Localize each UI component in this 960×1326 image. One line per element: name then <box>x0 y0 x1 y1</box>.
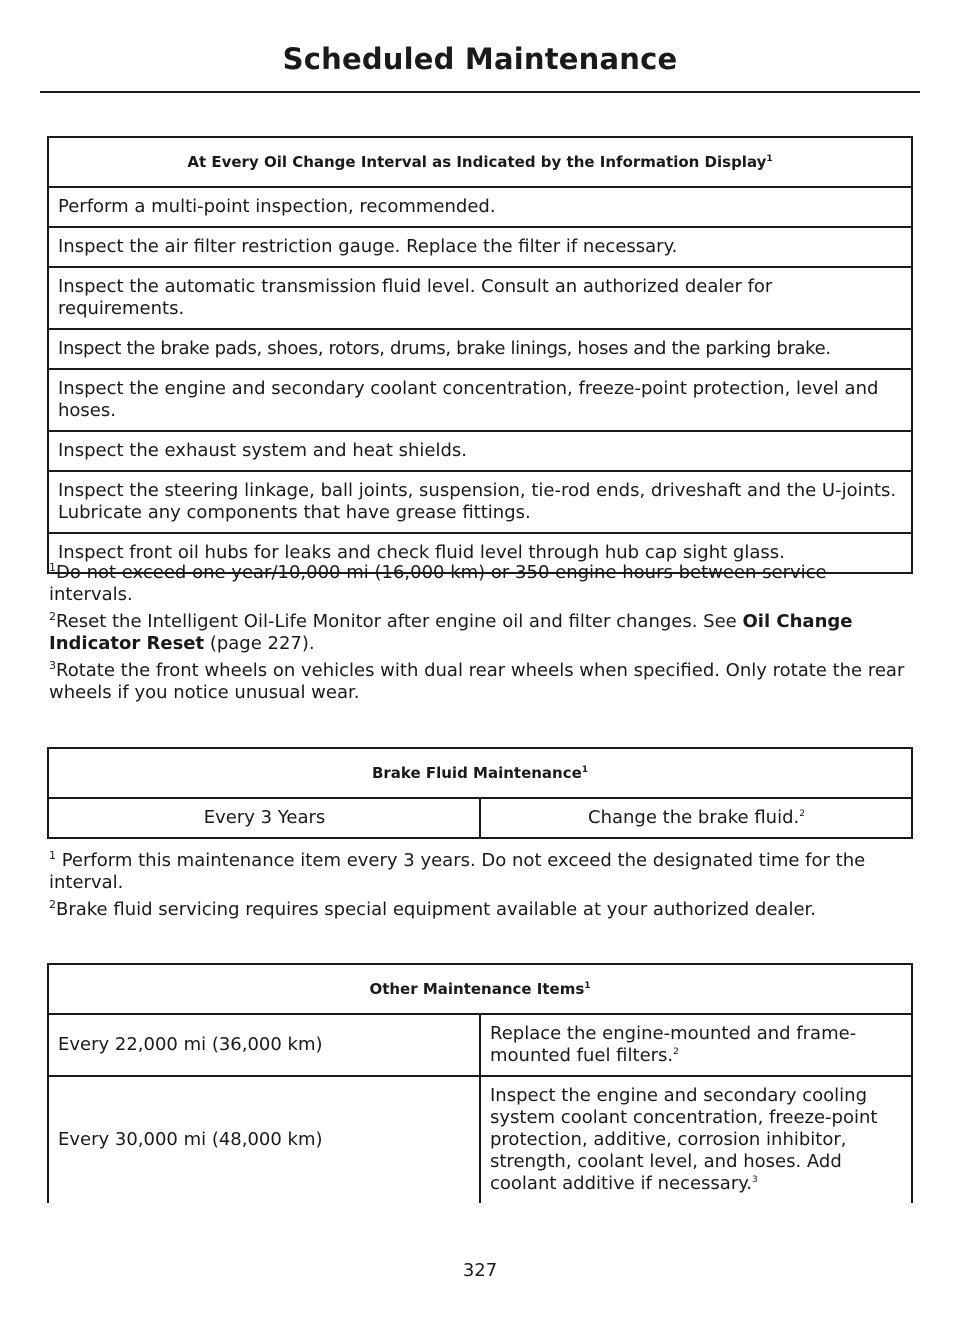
footnote-ref: 1 <box>581 765 589 775</box>
maintenance-interval: Every 30,000 mi (48,000 km) <box>48 1076 480 1203</box>
footnote-number: 3 <box>49 659 56 672</box>
table-row: Inspect the brake pads, shoes, rotors, drums, brake linings, hoses and the parking brake. <box>48 329 912 369</box>
footnote-text: Rotate the front wheels on vehicles with dual rear wheels when specified. Only rotate the rear wheels if you notice unusual wear. <box>49 660 905 703</box>
footnote-number: 2 <box>49 610 56 623</box>
footnote <box>49 660 913 704</box>
footnote <box>49 850 913 894</box>
footnote-text: Perform this maintenance item every 3 years. Do not exceed the designated time for the interval. <box>49 850 866 893</box>
footnote-ref: 3 <box>752 1175 758 1185</box>
footnote-text: Reset the Intelligent Oil-Life Monitor after engine oil and filter changes. See <box>56 611 743 632</box>
table-row: Inspect the exhaust system and heat shields. <box>48 431 912 471</box>
footnote-ref: 1 <box>766 154 773 164</box>
footnote-ref: 1 <box>584 981 591 991</box>
maintenance-action-text: Replace the engine-mounted and frame-mounted fuel filters. <box>490 1023 857 1066</box>
footnote <box>49 611 913 655</box>
brake-fluid-header-text: Brake Fluid Maintenance <box>371 764 582 782</box>
table-row: Inspect the engine and secondary coolant concentration, freeze-point protection, level and hoses. <box>48 369 912 431</box>
title-divider <box>40 91 920 93</box>
other-maintenance-header-text: Other Maintenance Items <box>369 980 585 998</box>
footnote-ref: 2 <box>799 809 805 819</box>
footnote-number: 1 <box>49 561 56 574</box>
page-title: Scheduled Maintenance <box>282 42 678 76</box>
footnote <box>49 562 913 606</box>
brake-fluid-action <box>480 798 912 838</box>
maintenance-action <box>480 1076 912 1203</box>
other-maintenance-table-header <box>48 964 912 1014</box>
footnote-text: Do not exceed one year/10,000 mi (16,000 km) or 350 engine hours between service intervals. <box>49 562 827 605</box>
table-row: Inspect front oil hubs for leaks and check fluid level through hub cap sight glass. <box>48 533 912 573</box>
table-row: Inspect the steering linkage, ball joints, suspension, tie-rod ends, driveshaft and the U-joints. Lubricate any components that have grease fittings. <box>48 471 912 533</box>
footnote <box>49 899 913 921</box>
brake-table-footnotes <box>49 850 913 926</box>
oil-change-table <box>47 136 913 574</box>
oil-change-table-header <box>48 137 912 187</box>
footnote-ref: 2 <box>673 1047 679 1057</box>
maintenance-interval: Every 22,000 mi (36,000 km) <box>48 1014 480 1076</box>
oil-change-indicator-reset-link[interactable]: Oil Change Indicator Reset <box>49 611 853 654</box>
brake-fluid-table-header <box>48 748 912 798</box>
other-maintenance-table <box>47 963 913 1203</box>
page-number: 327 <box>462 1260 498 1281</box>
brake-fluid-interval: Every 3 Years <box>48 798 480 838</box>
table-row: Inspect the automatic transmission fluid level. Consult an authorized dealer for requirements. <box>48 267 912 329</box>
brake-fluid-action-text: Change the brake fluid. <box>588 807 800 828</box>
maintenance-action-text: Inspect the engine and secondary cooling system coolant concentration, freeze-point protection, additive, corrosion inhibitor, strength, coolant level, and hoses. Add coolant additive if necessary. <box>490 1085 878 1194</box>
table-row: Inspect the air filter restriction gauge. Replace the filter if necessary. <box>48 227 912 267</box>
table-row: Perform a multi-point inspection, recommended. <box>48 187 912 227</box>
brake-fluid-table <box>47 747 913 839</box>
footnote-text: Brake fluid servicing requires special equipment available at your authorized dealer. <box>56 899 816 920</box>
footnote-number: 2 <box>49 898 56 911</box>
oil-change-header-text: At Every Oil Change Interval as Indicated by the Information Display <box>187 153 767 171</box>
maintenance-action <box>480 1014 912 1076</box>
page-reference: (page 227). <box>204 633 315 654</box>
footnote-number: 1 <box>49 849 56 862</box>
oil-table-footnotes <box>49 562 913 709</box>
